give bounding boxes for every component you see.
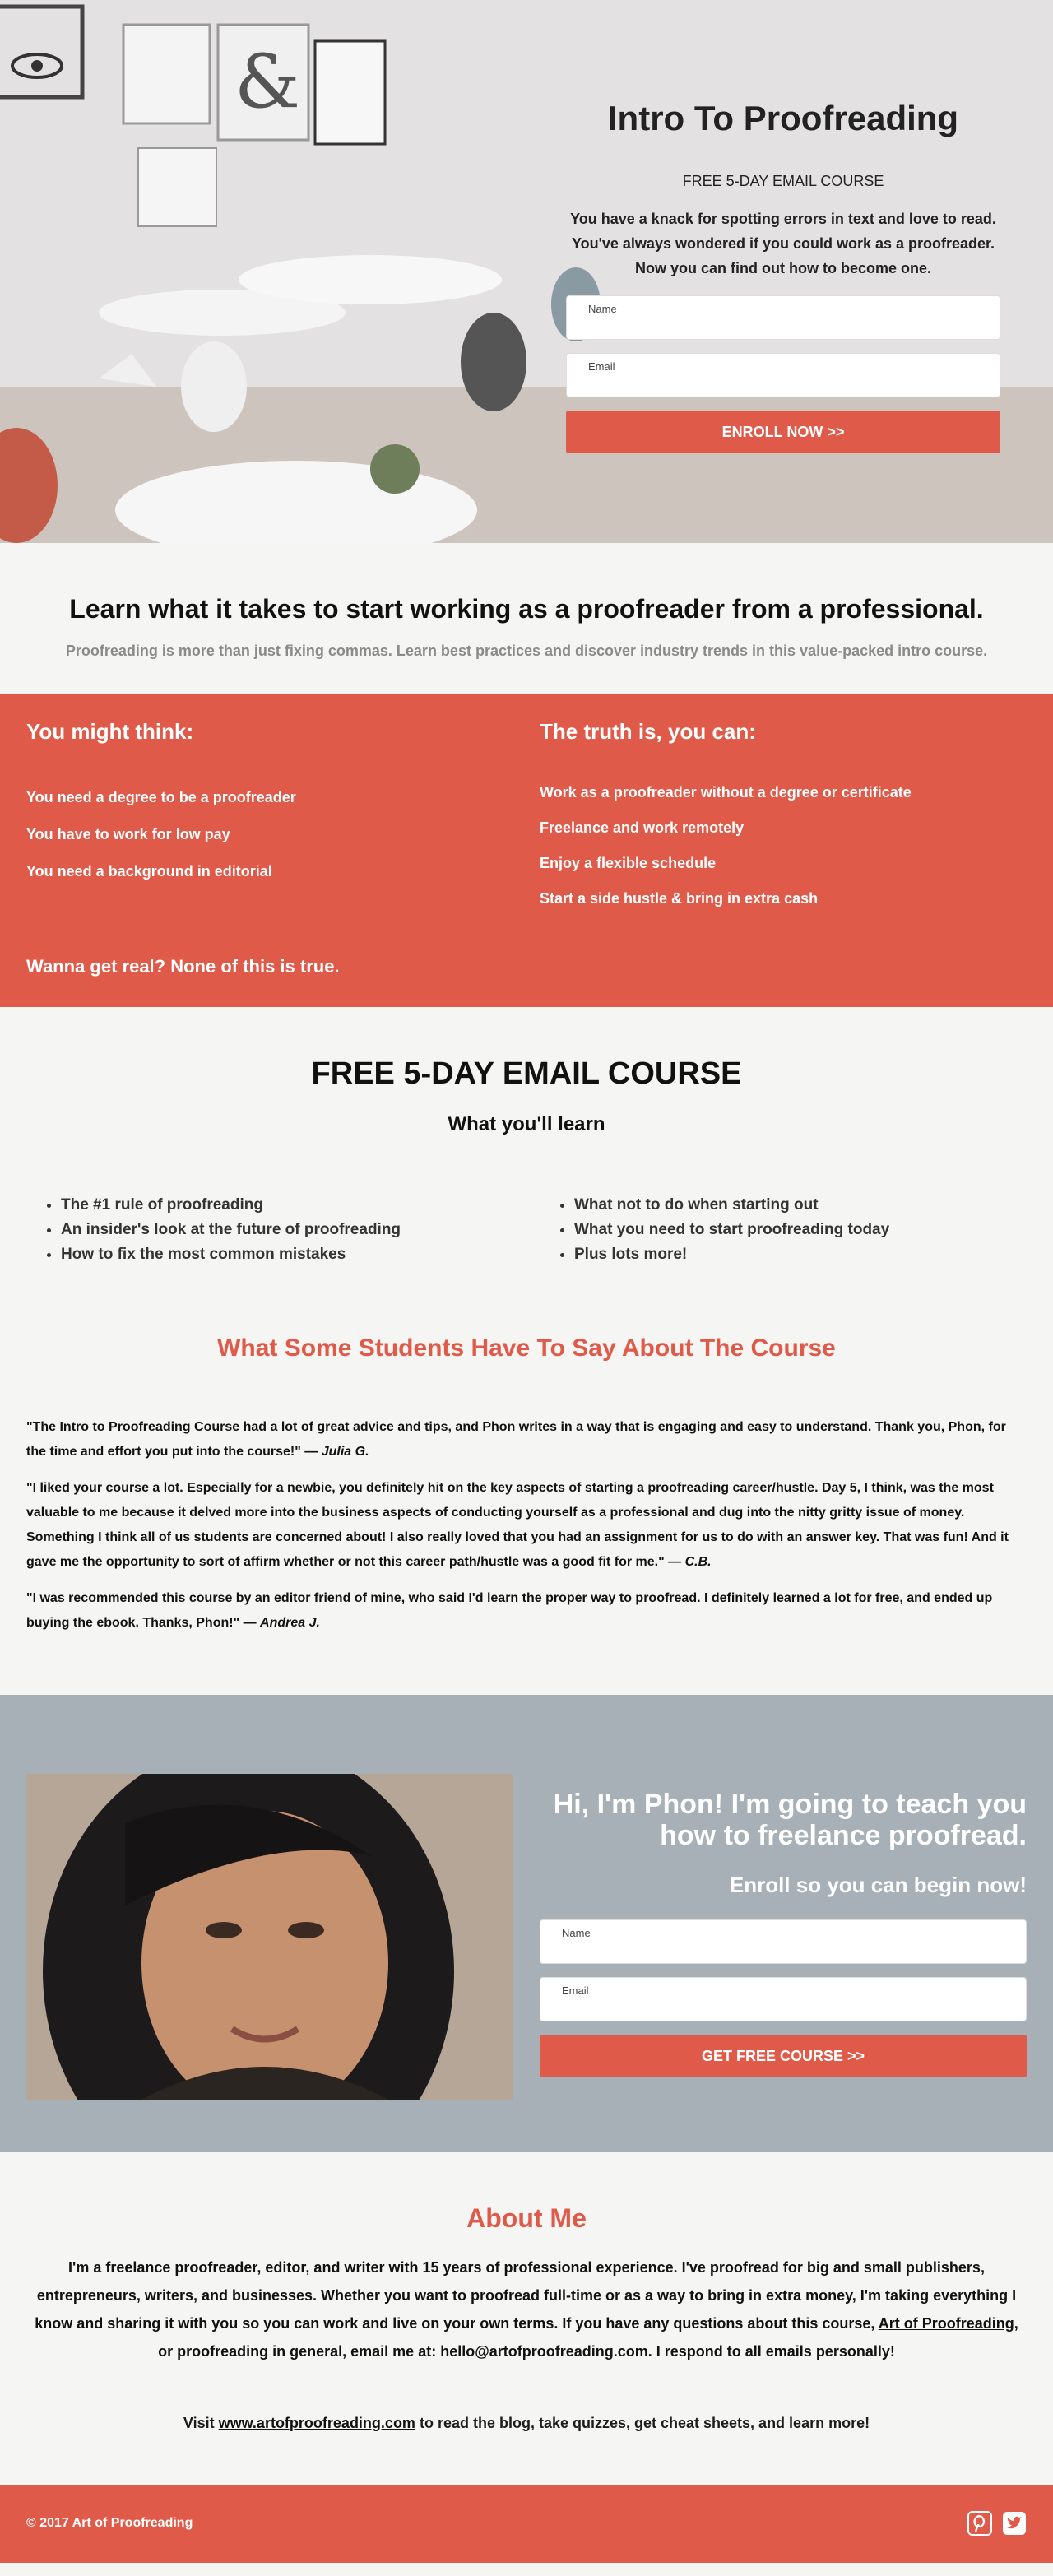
visit-line bbox=[0, 2415, 1053, 2432]
instructor-subheading: Enroll so you can begin now! bbox=[729, 1873, 1027, 1897]
testimonial-quote bbox=[26, 1415, 1027, 1464]
truth-item: Work as a proofreader without a degree or certificate bbox=[540, 784, 912, 801]
course-section bbox=[0, 1007, 1053, 1311]
myths-section bbox=[0, 694, 1053, 1007]
footer-copyright: © 2017 Art of Proofreading bbox=[26, 2516, 193, 2530]
truth-item: Start a side hustle & bring in extra cash bbox=[540, 890, 819, 907]
instructor-heading: Hi, I'm Phon! I'm going to teach you how to freelance proofread. bbox=[553, 1789, 1027, 1851]
about-text bbox=[26, 2253, 1027, 2365]
intro-section bbox=[0, 543, 1053, 694]
list-item: • The #1 rule of proofreading bbox=[61, 1196, 401, 1214]
you-might-think-column bbox=[26, 719, 487, 900]
course-subheading: What you'll learn bbox=[448, 1113, 605, 1135]
hero-description: You have a knack for spotting errors in text and love to read. You've always wondered if you could work as a proofreader. Now you can find out how to become one. bbox=[570, 211, 996, 276]
truth-heading: The truth is, you can: bbox=[540, 719, 756, 744]
list-item: • What you need to start proofreading today bbox=[574, 1221, 889, 1239]
art-of-proofreading-link[interactable]: Art of Proofreading bbox=[878, 2315, 1014, 2332]
instructor-panel bbox=[540, 1789, 1027, 2077]
truth-column bbox=[540, 719, 1025, 926]
course-list-left bbox=[61, 1196, 401, 1270]
about-heading: About Me bbox=[466, 2203, 587, 2233]
quote-author: Julia G. bbox=[321, 1445, 369, 1459]
social-links bbox=[967, 2511, 1027, 2536]
page-title: Intro To Proofreading bbox=[607, 99, 959, 137]
hero-panel bbox=[566, 99, 1000, 453]
website-link[interactable]: www.artofproofreading.com bbox=[218, 2415, 415, 2431]
instructor-name-input[interactable] bbox=[540, 1919, 1027, 1964]
quote-author: Andrea J. bbox=[260, 1616, 320, 1630]
course-list-right bbox=[574, 1196, 889, 1270]
enroll-now-button[interactable]: ENROLL NOW >> bbox=[566, 411, 1000, 453]
think-item: You need a degree to be a proofreader bbox=[26, 789, 296, 805]
course-heading: FREE 5-DAY EMAIL COURSE bbox=[311, 1056, 742, 1091]
visit-after: to read the blog, take quizzes, get cheat sheets, and learn more! bbox=[419, 2415, 870, 2431]
list-item: • What not to do when starting out bbox=[574, 1196, 889, 1214]
svg-text:&: & bbox=[234, 39, 301, 125]
get-free-course-button[interactable]: GET FREE COURSE >> bbox=[540, 2035, 1027, 2077]
visit-before: Visit bbox=[183, 2415, 215, 2431]
about-text-after: , or proofreading in general, email me at: hello@artofproofreading.com. I respond to all emails personally! bbox=[158, 2315, 1018, 2360]
think-item: You have to work for low pay bbox=[26, 826, 230, 842]
myths-note: Wanna get real? None of this is true. bbox=[26, 956, 340, 977]
truth-item: Freelance and work remotely bbox=[540, 819, 745, 836]
testimonials-section bbox=[0, 1311, 1053, 1695]
hero-kicker: FREE 5-DAY EMAIL COURSE bbox=[682, 173, 884, 189]
truth-item: Enjoy a flexible schedule bbox=[540, 855, 717, 871]
twitter-icon[interactable] bbox=[1002, 2511, 1027, 2536]
instructor-portrait bbox=[26, 1774, 513, 2100]
instructor-section bbox=[0, 1695, 1053, 2152]
testimonials-heading: What Some Students Have To Say About The Course bbox=[217, 1334, 836, 1362]
list-item: • Plus lots more! bbox=[574, 1246, 889, 1264]
quote-text: "I liked your course a lot. Especially for a newbie, you definitely hit on the key aspects of starting a proofreading career/hustle. Day 5, I think, was the most valuable to me because it delved more into the business aspects of conducting yourself as a professional and dug into the nitty gritty issue of money. Something I think all of us students are concerned about! I also really loved that you had an assignment for us to do with an answer key. That was fun! And it gave me the opportunity to sort of affirm whether or not this career path/hustle was a good fit for me." — bbox=[26, 1481, 1009, 1569]
hero-email-input[interactable] bbox=[566, 353, 1000, 397]
intro-heading: Learn what it takes to start working as a proofreader from a professional. bbox=[69, 594, 984, 624]
quote-author: C.B. bbox=[684, 1555, 712, 1569]
quote-text: "The Intro to Proofreading Course had a lot of great advice and tips, and Phon writes in a way that is engaging and easy to understand. Thank you, Phon, for the time and effort you put into the course!" — bbox=[26, 1420, 1006, 1459]
name-field-label: Name bbox=[588, 303, 617, 315]
hero-signup-form bbox=[566, 295, 1000, 453]
list-item: • How to fix the most common mistakes bbox=[61, 1246, 401, 1264]
email-field-label: Email bbox=[588, 360, 615, 373]
about-text-before: I'm a freelance proofreader, editor, and writer with 15 years of professional experience. I've proofread for big and small publishers, entrepreneurs, writers, and businesses. Whether you want to proofread full-time or as a way to bring in extra money, I'm taking everything I know and sharing it with you so you can work and live on your own terms. If you have any questions about this course, bbox=[35, 2259, 1017, 2332]
hero-name-input[interactable] bbox=[566, 295, 1000, 340]
email-field-label: Email bbox=[562, 1984, 589, 1997]
instructor-email-input[interactable] bbox=[540, 1977, 1027, 2021]
think-heading: You might think: bbox=[26, 719, 194, 744]
testimonial-quote bbox=[26, 1586, 1027, 1636]
think-item: You need a background in editorial bbox=[26, 863, 272, 880]
name-field-label: Name bbox=[562, 1927, 591, 1939]
quote-text: "I was recommended this course by an editor friend of mine, who said I'd learn the proper way to proofread. I definitely learned a lot for free, and ended up buying the ebook. Thanks, Phon!" — bbox=[26, 1591, 993, 1630]
pinterest-icon[interactable] bbox=[967, 2511, 992, 2536]
instructor-signup-form bbox=[540, 1919, 1027, 2077]
about-section bbox=[0, 2152, 1053, 2485]
footer bbox=[0, 2485, 1053, 2563]
portrait-image bbox=[26, 1774, 513, 2100]
testimonial-quote bbox=[26, 1476, 1027, 1575]
intro-subheading: Proofreading is more than just fixing commas. Learn best practices and discover industry trends in this value-packed intro course. bbox=[65, 643, 988, 659]
hero-section bbox=[0, 0, 1053, 543]
list-item: • An insider's look at the future of proofreading bbox=[61, 1221, 401, 1239]
